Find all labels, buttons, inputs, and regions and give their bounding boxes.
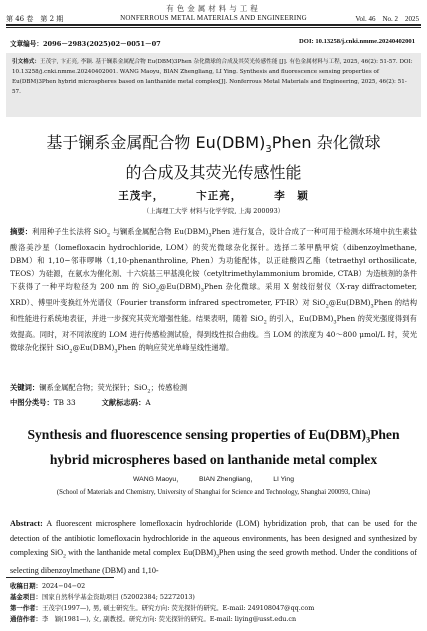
keywords-cn — [10, 383, 187, 394]
abstract-en-text-1: A fluorescent microsphere lomefloxacin hydrochloride (LOM) hybridization prob, that can be used for the detection of the antibiotic lomefloxacin hydrochloride in the aqueous environments, has been designed and synthesized by complexing SiO — [10, 519, 417, 557]
affiliation-en: (School of Materials and Chemistry, University of Shanghai for Science and Technology, Shanghai 200093, China) — [56, 489, 371, 496]
author-en-3: LI Ying — [273, 476, 294, 483]
title-cn — [0, 131, 427, 184]
title-cn-line2: 的合成及其荧光传感性能 — [125, 163, 302, 183]
article-number: 文章编号：2096－2983(2025)02－0051－07 — [10, 40, 161, 48]
affiliation-cn: （上海理工大学 材料与化学学院, 上海 200093） — [142, 207, 285, 215]
abstract-cn-sub-10: 3 — [114, 348, 118, 355]
keywords-cn-tail: ；传感检测 — [150, 383, 188, 392]
author-cn-3: 李 颖 — [274, 190, 309, 202]
abstract-cn-text-7: Phen 的结构和性能进行系统地表征，并进一步探究其荧光增强性能。结果表明，随着 SiO — [10, 297, 417, 324]
abstract-cn-sub-1: 2 — [106, 232, 111, 239]
running-header-volume-cn: 第 46 卷 第 2 期 — [6, 15, 64, 23]
abstract-cn-text-2: 与镧系金属配合物 Eu(DBM) — [110, 227, 209, 236]
title-cn-line1-pre: 基于镧系金属配合物 Eu(DBM) — [46, 133, 266, 152]
abstract-cn-text-1: 利用种子生长法将 SiO — [32, 227, 107, 236]
abstract-cn-sub-2: 3 — [208, 232, 212, 239]
abstract-cn-sub-8: 3 — [333, 319, 337, 326]
corresponding-author-label: 通信作者： — [10, 615, 42, 623]
classification-line — [10, 398, 151, 408]
first-author-value: 王茂宇(1997—), 男, 硕士研究生。研究方向: 荧光探针的研究。E-mail: 249108047@qq.com — [41, 604, 315, 612]
first-author-label: 第一作者： — [10, 604, 42, 612]
footnote-rule — [6, 577, 114, 578]
abstract-cn-text-11: Phen 的响应荧光单峰呈线性递增。 — [117, 343, 234, 353]
title-en-sub: 3 — [366, 435, 371, 445]
title-cn-line1-post: Phen 杂化微球 — [271, 133, 381, 152]
abstract-cn-sub-9: 2 — [69, 348, 73, 355]
doc-code-value: A — [145, 398, 151, 407]
author-en-2: BIAN Zhengliang， — [199, 476, 258, 483]
footnote-corresponding-author — [10, 614, 296, 623]
doc-code-label: 文献标志码： — [101, 398, 146, 407]
corresponding-author-value: 李 颖(1981—), 女, 副教授。研究方向: 荧光探针的研究。E-mail: liying@usst.edu.cn — [41, 615, 297, 623]
abstract-en-sub-1: 2 — [63, 553, 66, 560]
authors-en — [0, 473, 427, 483]
abstract-en — [10, 517, 417, 579]
abstract-cn-sub-5: 2 — [325, 303, 329, 310]
abstract-cn-text-10: @Eu(DBM) — [72, 343, 115, 353]
footnote-fund — [10, 592, 195, 601]
authors-cn — [0, 188, 427, 203]
citation-label: 引文格式： — [12, 59, 40, 65]
citation-box — [6, 53, 421, 117]
footnote-first-author — [10, 603, 314, 612]
running-header-journal-en: NONFERROUS METAL MATERIALS AND ENGINEERING — [120, 14, 307, 22]
abstract-cn-text-9: Phen 的荧光强度得到有效提高。同时，对不同浓度的 LOM 进行传感检测试验，得到线性拟合曲线。当 LOM 的浓度为 40～800 μmol/L 时，荧光微球杂化探针 SiO — [10, 314, 417, 353]
abstract-cn — [10, 226, 417, 358]
title-en — [0, 425, 427, 469]
abstract-cn-text-3: Phen 进行复合，设计合成了一种可用于检测水环境中抗生素盐酸洛美沙星（lomefloxacin hydrochloride, LOM）的荧光微球杂化探针。选择二苯甲酰甲烷（dibenzoylmethane, DBM）和 1,10−邻菲啰啉（1,10-phenanthroline, Phen）为功能配体，以正硅酸四乙酯（tetraethyl orthosilicate, TEOS）为硅源，在氨水为催化剂、十六烷基三甲基溴化铵（cetyltrimethylammonium bromide, CTAB）为造核剂的条件下获得了一种平均粒径为 200 nm 的 SiO — [10, 227, 418, 291]
abstract-en-text-3: Phen using the seed growth method. Under the conditions of selecting dibenzoylmethane (DBM) and 1,10- — [10, 548, 417, 576]
abstract-cn-sub-6: 3 — [370, 303, 374, 310]
keywords-cn-sub: 2 — [147, 388, 151, 395]
abstract-cn-text-8: 的引入，Eu(DBM) — [266, 314, 334, 324]
abstract-cn-sub-4: 3 — [200, 287, 204, 294]
header-rule-thick — [6, 24, 421, 26]
keywords-cn-text: 镧系金属配合物；荧光探针；SiO — [39, 383, 148, 392]
received-label: 收稿日期： — [10, 582, 42, 590]
title-en-line1-post: Phen — [370, 427, 400, 442]
doi: DOI: 10.13258/j.cnki.nmme.20240402001 — [299, 38, 415, 45]
citation-cn: 王茂宇, 卞正亮, 李颖. 基于镧系金属配合物 Eu(DBM)3Phen 杂化微球的合成及其荧光传感性能 [J]. 有色金属材料与工程, 2025, 46(2): 51-57. DOI: 10.13258/j.cnki.nmme.20240402001. — [12, 59, 413, 75]
title-en-line2: hybrid microspheres based on lanthanide metal complex — [49, 451, 378, 467]
citation-en: WANG Maoyu, BIAN Zhengliang, LI Ying. Synthesis and fluorescence sensing properties of Eu(DBM)3Phen hybrid microspheres based on lanthanide metal complex[J]. Nonferrous Metal Materials and Engineering, 2025, 46(2): 51-57. — [12, 69, 407, 95]
header-rule-thin — [6, 27, 421, 28]
abstract-en-label: Abstract: — [10, 519, 43, 528]
abstract-cn-label: 摘要： — [10, 227, 33, 236]
running-header-volume-en: Vol. 46 No. 2 2025 — [355, 15, 419, 23]
abstract-cn-text-6: @Eu(DBM) — [328, 297, 371, 307]
abstract-cn-text-5: Phen 杂化微球。采用 X 射线衍射仪（X-ray diffractometer, XRD）、傅里叶变换红外光谱仪（Fourier transform infrared spectrometer, FT-IR）对 SiO — [10, 281, 417, 307]
fund-label: 基金项目： — [10, 593, 42, 601]
fund-value: 国家自然科学基金资助项目 (52002384; 52272013) — [41, 593, 195, 601]
abstract-cn-sub-3: 2 — [155, 287, 160, 294]
received-value: 2024−04−02 — [41, 582, 86, 590]
keywords-cn-label: 关键词： — [10, 383, 40, 392]
title-cn-sub: 3 — [265, 144, 272, 156]
running-header-journal-cn: 有色金属材料与工程 — [166, 4, 261, 13]
clc-value: TB 33 — [53, 398, 76, 407]
footnote-received — [10, 581, 85, 590]
title-en-line1-pre: Synthesis and fluorescence sensing properties of Eu(DBM) — [27, 427, 367, 442]
author-en-1: WANG Maoyu， — [133, 476, 183, 483]
clc-label: 中图分类号： — [10, 398, 54, 407]
author-cn-2: 卞正亮， — [196, 190, 243, 202]
abstract-en-sub-2: 3 — [216, 553, 219, 560]
author-cn-1: 王茂宇， — [118, 190, 165, 202]
abstract-cn-text-4: @Eu(DBM) — [159, 281, 201, 291]
abstract-en-text-2: with the lanthanide metal complex Eu(DBM) — [65, 548, 217, 557]
abstract-cn-sub-7: 2 — [263, 319, 267, 326]
